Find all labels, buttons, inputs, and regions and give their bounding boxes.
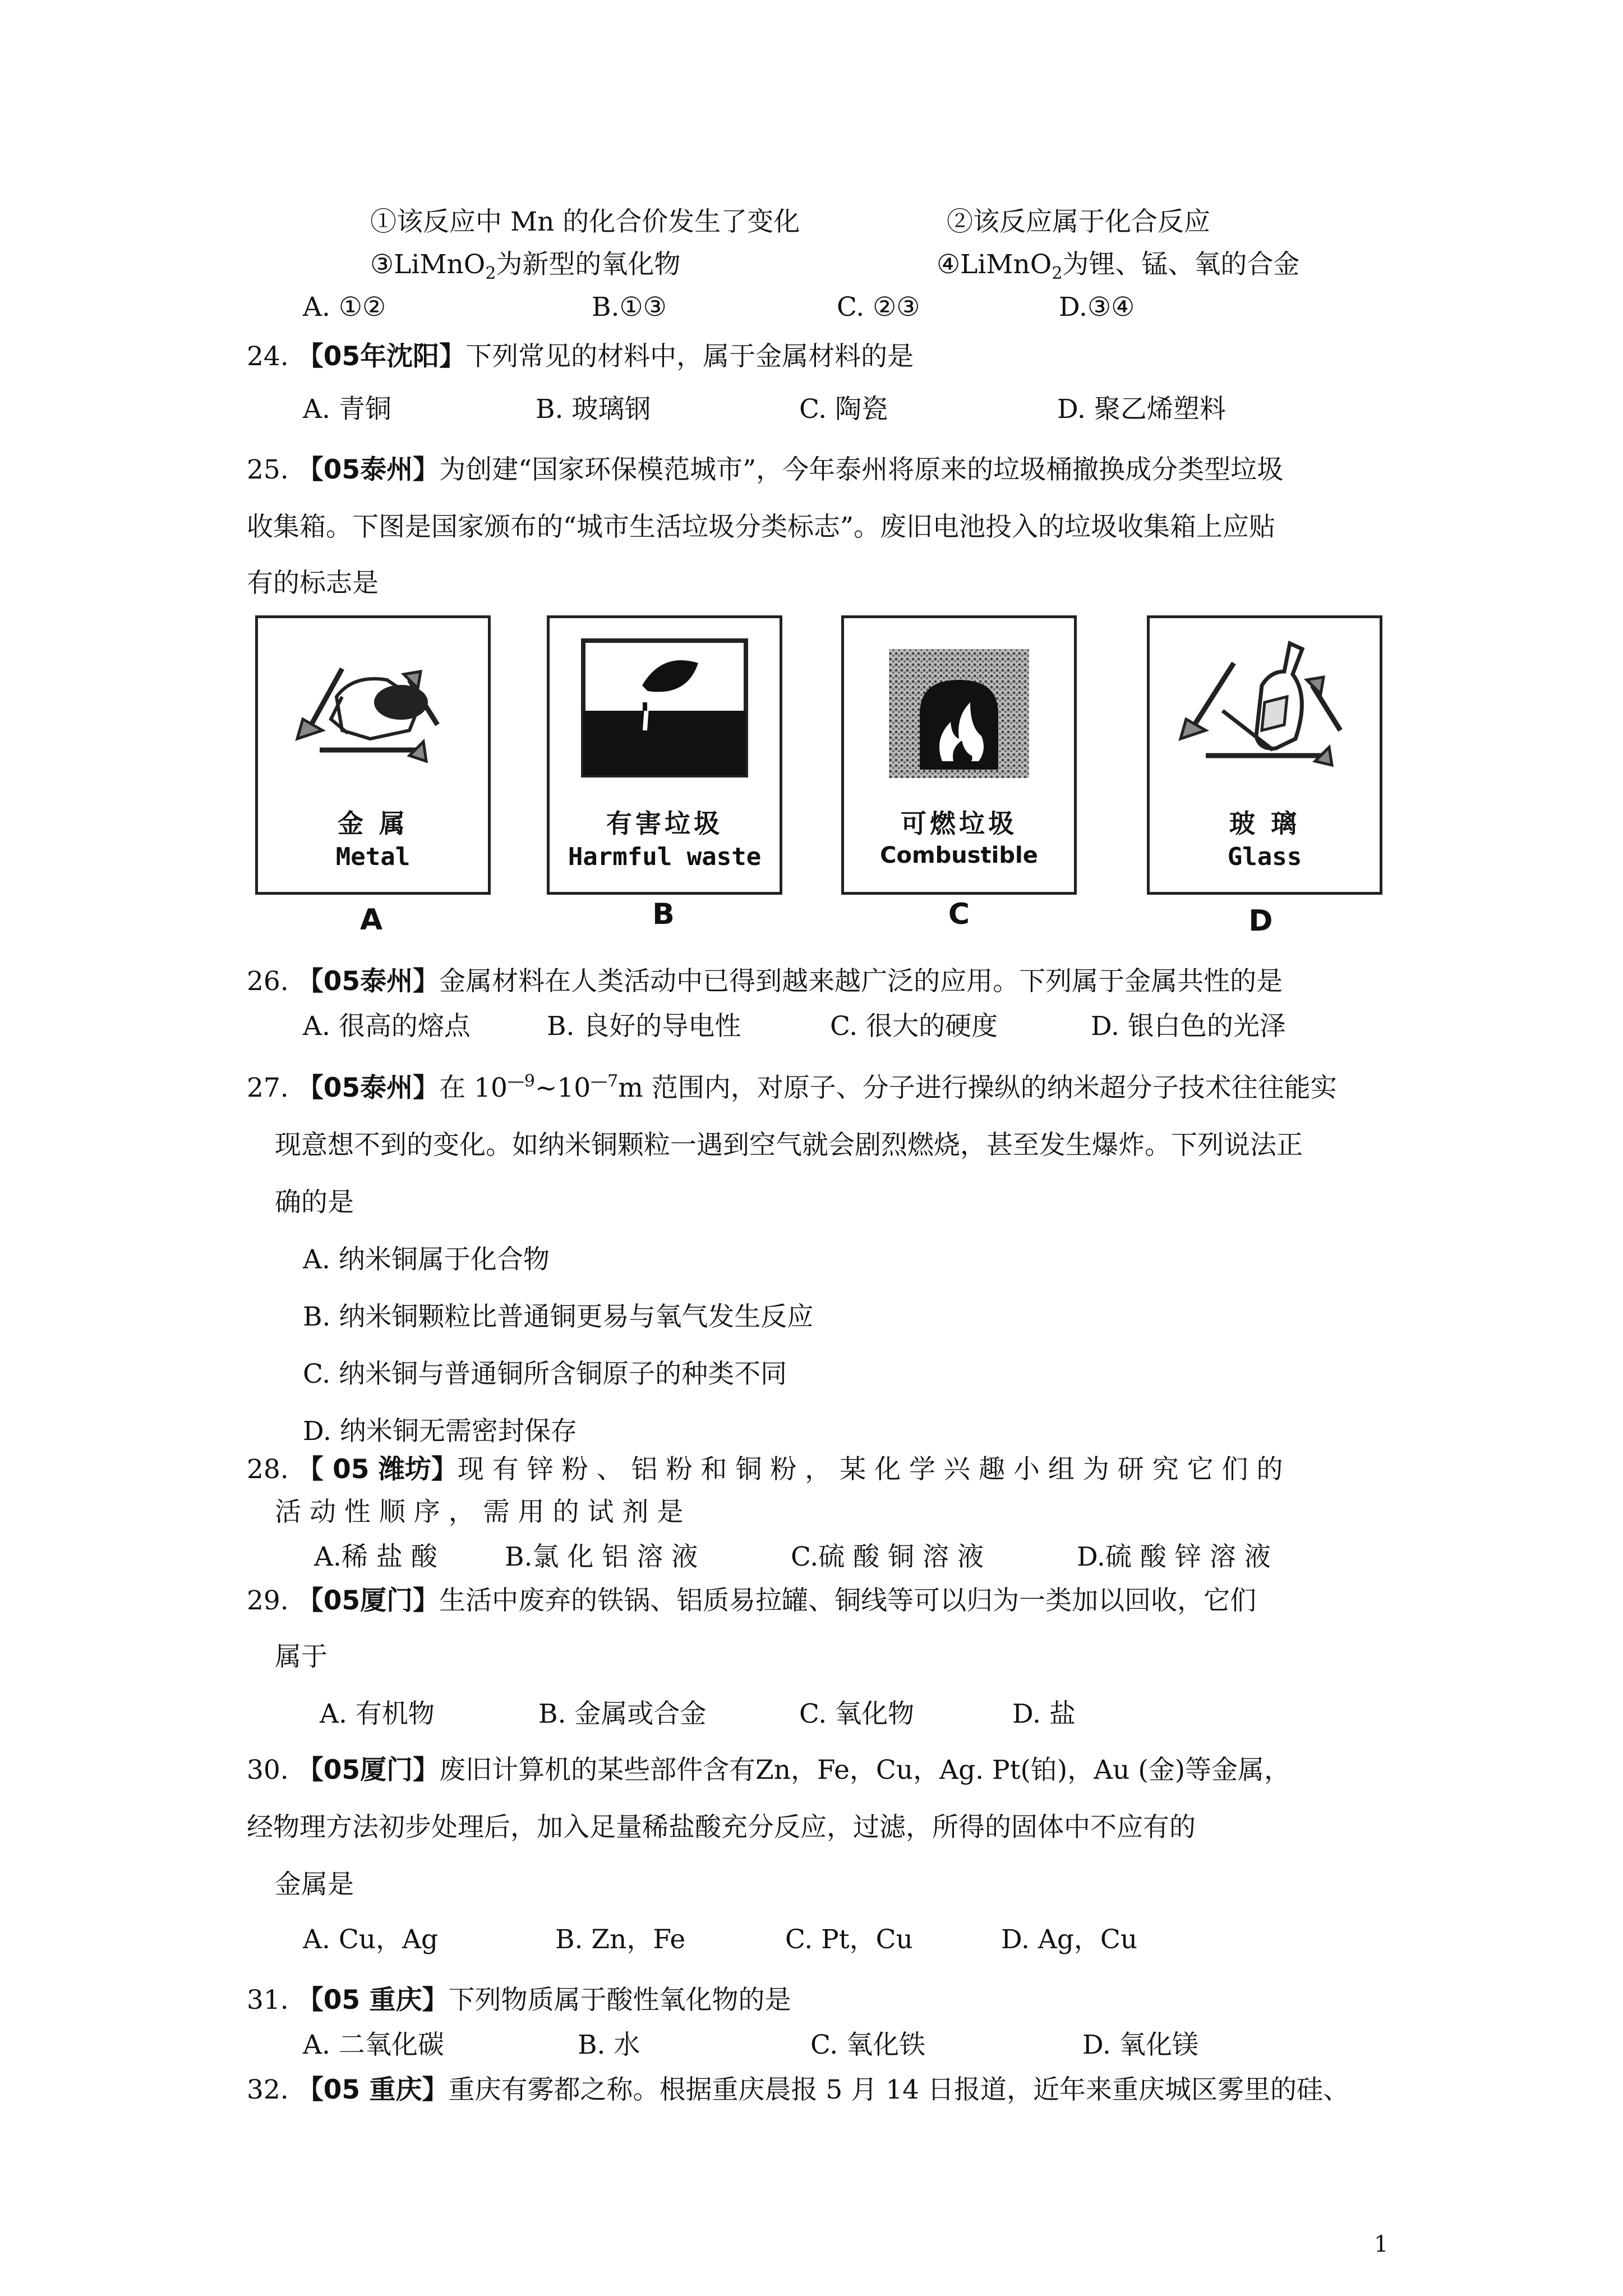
sign-metal: [255, 615, 491, 895]
sign-combustible-en: Combustible: [880, 843, 1038, 868]
page-number: 1: [1374, 2231, 1389, 2257]
q30-stem-line-2: 经物理方法初步处理后，加入足量稀盐酸充分反应，过滤，所得的固体中不应有的: [247, 1812, 1196, 1843]
q23-statement-2: ②该反应属于化合反应: [947, 206, 1210, 237]
q23-statement-1: ①该反应中 Mn 的化合价发生了变化: [370, 206, 800, 237]
q23-option-b: B.①③: [592, 292, 667, 323]
q30-stem-line-1: 30. 【05厦门】废旧计算机的某些部件含有Zn，Fe，Cu，Ag. Pt(铂)，Au (金)等金属，: [247, 1755, 1291, 1786]
q23-statement-4: ④LiMnO$_2$为锂、锰、氧的合金: [937, 249, 1300, 283]
sign-glass-en: Glass: [1227, 843, 1302, 871]
q24-option-c: C. 陶瓷: [799, 394, 888, 425]
q24-option-a: A. 青铜: [303, 394, 391, 425]
q31-option-b: B. 水: [578, 2030, 640, 2060]
q25-stem-line-2: 收集箱。下图是国家颁布的“城市生活垃圾分类标志”。废旧电池投入的垃圾收集箱上应贴: [247, 512, 1276, 542]
q29-option-c: C. 氧化物: [799, 1699, 915, 1729]
harmful-waste-icon: [550, 618, 780, 798]
sign-combustible-cn: 可燃垃圾: [901, 808, 1017, 839]
sign-glass: [1147, 615, 1382, 895]
q26-stem: 26. 【05泰州】金属材料在人类活动中已得到越来越广泛的应用。下列属于金属共性的是: [247, 966, 1283, 997]
q24-option-b: B. 玻璃钢: [536, 394, 651, 425]
sign-glass-cn: 玻 璃: [1229, 808, 1300, 839]
sign-harmful-en: Harmful waste: [568, 843, 762, 871]
q23-option-a: A. ①②: [303, 292, 386, 323]
q28-option-d: D.硫 酸 锌 溶 液: [1077, 1542, 1271, 1572]
q23-statement-3: ③LiMnO$_2$为新型的氧化物: [370, 249, 681, 283]
q29-stem-line-2: 属于: [275, 1641, 328, 1672]
sign-letter-d: D: [1248, 904, 1273, 938]
sign-letter-c: C: [948, 898, 970, 931]
glass-bottle-icon: [1150, 618, 1380, 798]
q25-stem-line-1: 25. 【05泰州】为创建“国家环保模范城市”，今年泰州将原来的垃圾桶撤换成分类型垃圾: [247, 454, 1284, 485]
sign-harmful-waste: [547, 615, 782, 895]
q28-stem-line-1: 28. 【 05 潍坊】现 有 锌 粉 、 铝 粉 和 铜 粉 ， 某 化 学 兴 趣 小 组 为 研 究 它 们 的: [247, 1454, 1283, 1485]
q29-option-b: B. 金属或合金: [538, 1699, 707, 1729]
sign-harmful-cn: 有害垃圾: [606, 808, 723, 839]
sign-metal-en: Metal: [335, 843, 411, 871]
sign-letter-b: B: [652, 898, 675, 931]
q31-stem: 31. 【05 重庆】下列物质属于酸性氧化物的是: [247, 1985, 791, 2016]
q31-option-c: C. 氧化铁: [810, 2030, 926, 2060]
q27-option-c: C. 纳米铜与普通铜所含铜原子的种类不同: [303, 1359, 787, 1389]
q31-option-d: D. 氧化镁: [1082, 2030, 1198, 2060]
q32-stem: 32. 【05 重庆】重庆有雾都之称。根据重庆晨报 5 月 14 日报道，近年来重庆城区雾里的硅、: [247, 2074, 1349, 2105]
metal-recycle-icon: [258, 618, 488, 798]
q30-option-c: C. Pt，Cu: [785, 1924, 913, 1955]
q30-option-a: A. Cu，Ag: [303, 1924, 439, 1955]
q29-option-d: D. 盐: [1012, 1699, 1076, 1729]
q26-option-b: B. 良好的导电性: [547, 1011, 741, 1042]
q29-option-a: A. 有机物: [320, 1699, 435, 1729]
q24-stem: 24. 【05年沈阳】下列常见的材料中，属于金属材料的是: [247, 341, 914, 372]
q28-option-a: A.稀 盐 酸: [314, 1542, 437, 1572]
q28-option-b: B.氯 化 铝 溶 液: [505, 1542, 698, 1572]
sign-metal-cn: 金 属: [337, 808, 408, 839]
q27-stem-line-1: 27. 【05泰州】在 $10^{—9}\sim 10^{—7}m$ 范围内，对原子、分子进行操纵的纳米超分子技术往往能实: [247, 1071, 1337, 1103]
q26-option-d: D. 银白色的光泽: [1091, 1011, 1286, 1042]
q26-option-c: C. 很大的硬度: [830, 1011, 998, 1042]
q25-stem-line-3: 有的标志是: [247, 568, 379, 599]
q27-stem-line-2: 现意想不到的变化。如纳米铜颗粒一遇到空气就会剧烈燃烧，甚至发生爆炸。下列说法正: [275, 1130, 1303, 1161]
q30-stem-line-3: 金属是: [275, 1869, 354, 1900]
sign-combustible: [841, 615, 1077, 895]
q31-option-a: A. 二氧化碳: [303, 2030, 444, 2060]
sign-letter-a: A: [359, 903, 383, 937]
q27-option-b: B. 纳米铜颗粒比普通铜更易与氧气发生反应: [303, 1301, 814, 1332]
q26-option-a: A. 很高的熔点: [303, 1011, 471, 1042]
q30-option-d: D. Ag，Cu: [1001, 1924, 1138, 1955]
q27-option-d: D. 纳米铜无需密封保存: [303, 1416, 577, 1447]
q29-stem-line-1: 29. 【05厦门】生活中废弃的铁锅、铝质易拉罐、铜线等可以归为一类加以回收，它们: [247, 1585, 1257, 1616]
q24-option-d: D. 聚乙烯塑料: [1057, 394, 1226, 425]
q27-stem-line-3: 确的是: [275, 1187, 354, 1218]
q23-option-c: C. ②③: [837, 292, 920, 323]
q27-option-a: A. 纳米铜属于化合物: [303, 1244, 550, 1275]
q28-option-c: C.硫 酸 铜 溶 液: [791, 1542, 984, 1572]
q30-option-b: B. Zn，Fe: [555, 1924, 686, 1955]
combustible-fire-icon: [844, 618, 1074, 798]
q28-stem-line-2: 活 动 性 顺 序 ， 需 用 的 试 剂 是: [275, 1497, 684, 1527]
q23-option-d: D.③④: [1059, 292, 1135, 323]
